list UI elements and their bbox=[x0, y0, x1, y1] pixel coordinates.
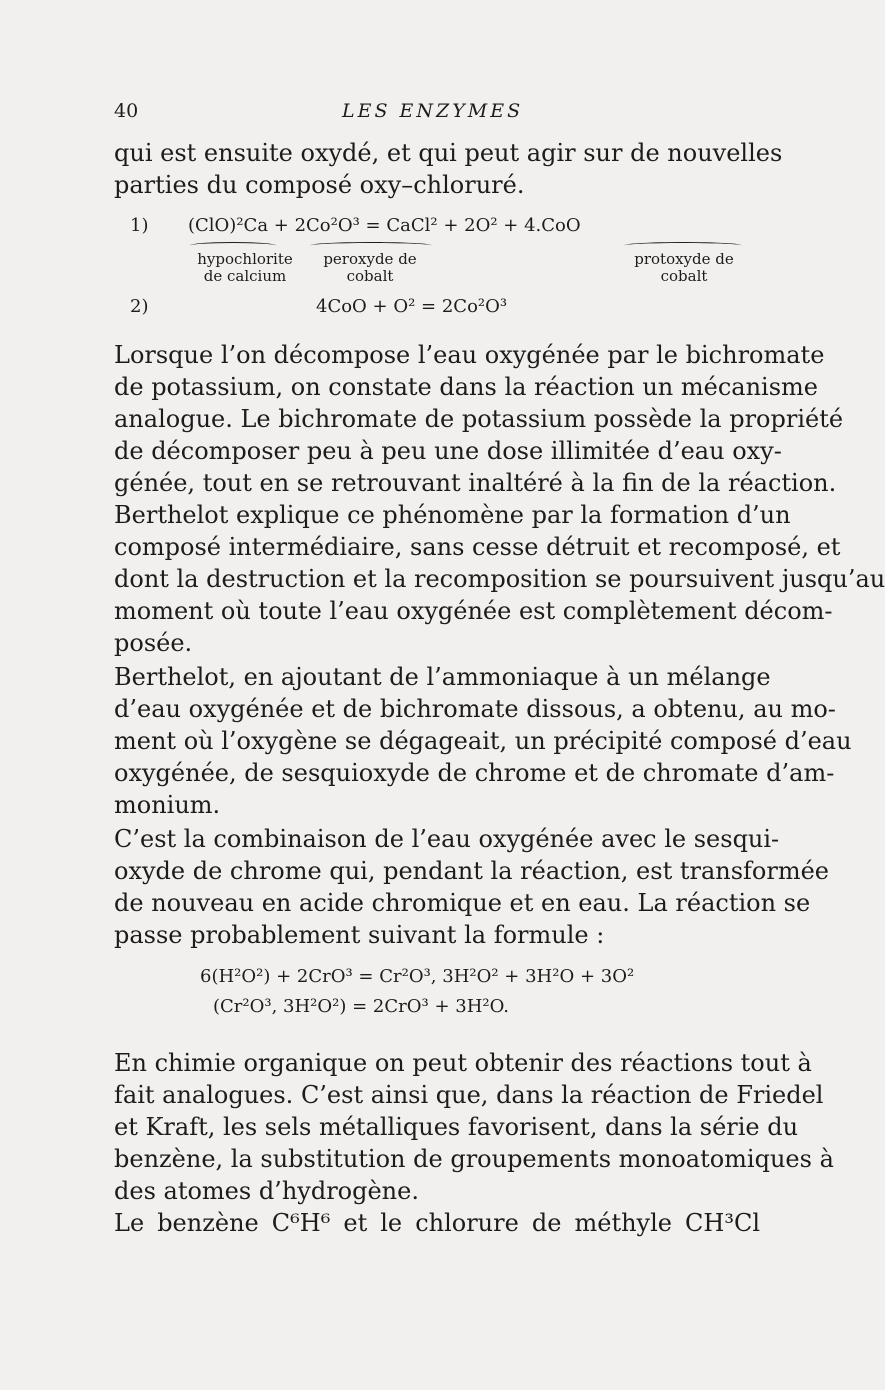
text-line: passe probablement suivant la formule : bbox=[114, 921, 605, 949]
text-line: moment où toute l’eau oxygénée est complètement décom- bbox=[114, 597, 833, 625]
text-line: composé intermédiaire, sans cesse détruit et recomposé, et bbox=[114, 533, 841, 561]
running-title: LES ENZYMES bbox=[342, 100, 524, 122]
text-line: qui est ensuite oxydé, et qui peut agir sur de nouvelles bbox=[114, 139, 783, 167]
text-line: oxyde de chrome qui, pendant la réaction, est transformée bbox=[114, 857, 830, 885]
text-line: C’est la combinaison de l’eau oxygénée avec le sesqui- bbox=[114, 825, 780, 853]
text-line: benzène, la substitution de groupements monoatomiques à bbox=[114, 1145, 834, 1173]
text-line: d’eau oxygénée et de bichromate dissous, a obtenu, au mo- bbox=[114, 695, 836, 723]
text-line: analogue. Le bichromate de potassium possède la propriété bbox=[114, 405, 844, 433]
text-line: Lorsque l’on décompose l’eau oxygénée par le bichromate bbox=[114, 341, 825, 369]
brace bbox=[310, 242, 432, 249]
brace bbox=[624, 242, 742, 249]
text-line: Berthelot, en ajoutant de l’ammoniaque à un mélange bbox=[114, 663, 771, 691]
page-number: 40 bbox=[114, 100, 139, 122]
text-line: posée. bbox=[114, 629, 193, 657]
brace bbox=[190, 242, 276, 249]
text-line: de nouveau en acide chromique et en eau. La réaction se bbox=[114, 889, 811, 917]
text-line: des atomes d’hydrogène. bbox=[114, 1177, 419, 1205]
text-line: Berthelot explique ce phénomène par la formation d’un bbox=[114, 501, 791, 529]
reaction-equation: (ClO)²Ca + 2Co²O³ = CaCl² + 2O² + 4.CoO bbox=[188, 215, 581, 236]
text-line: génée, tout en se retrouvant inaltéré à la fin de la réaction. bbox=[114, 469, 837, 497]
text-line: fait analogues. C’est ainsi que, dans la réaction de Friedel bbox=[114, 1081, 824, 1109]
text-line: et Kraft, les sels métalliques favorisent, dans la série du bbox=[114, 1113, 799, 1141]
text-line: de décomposer peu à peu une dose illimitée d’eau oxy- bbox=[114, 437, 782, 465]
text-line: parties du composé oxy–chloruré. bbox=[114, 171, 525, 199]
caption-hypochlorite: hypochlorite de calcium bbox=[197, 250, 293, 285]
text-line: monium. bbox=[114, 791, 221, 819]
reaction-equation: 4CoO + O² = 2Co²O³ bbox=[316, 296, 508, 317]
text-line: ment où l’oxygène se dégageait, un précipité composé d’eau bbox=[114, 727, 852, 755]
text-line: dont la destruction et la recomposition se poursuivent jusqu’au bbox=[114, 565, 885, 593]
reaction-number: 1) bbox=[130, 215, 149, 236]
caption-peroxyde: peroxyde de cobalt bbox=[323, 250, 417, 285]
text-line: Le benzène C⁶H⁶ et le chlorure de méthyle CH³Cl bbox=[114, 1209, 760, 1237]
formula-line: (Cr²O³, 3H²O²) = 2CrO³ + 3H²O. bbox=[213, 996, 510, 1017]
text-line: de potassium, on constate dans la réaction un mécanisme bbox=[114, 373, 819, 401]
reaction-number: 2) bbox=[130, 296, 149, 317]
caption-protoxyde: protoxyde de cobalt bbox=[634, 250, 734, 285]
text-line: oxygénée, de sesquioxyde de chrome et de chromate d’am- bbox=[114, 759, 835, 787]
formula-line: 6(H²O²) + 2CrO³ = Cr²O³, 3H²O² + 3H²O + 3O² bbox=[200, 966, 635, 987]
text-line: En chimie organique on peut obtenir des réactions tout à bbox=[114, 1049, 812, 1077]
